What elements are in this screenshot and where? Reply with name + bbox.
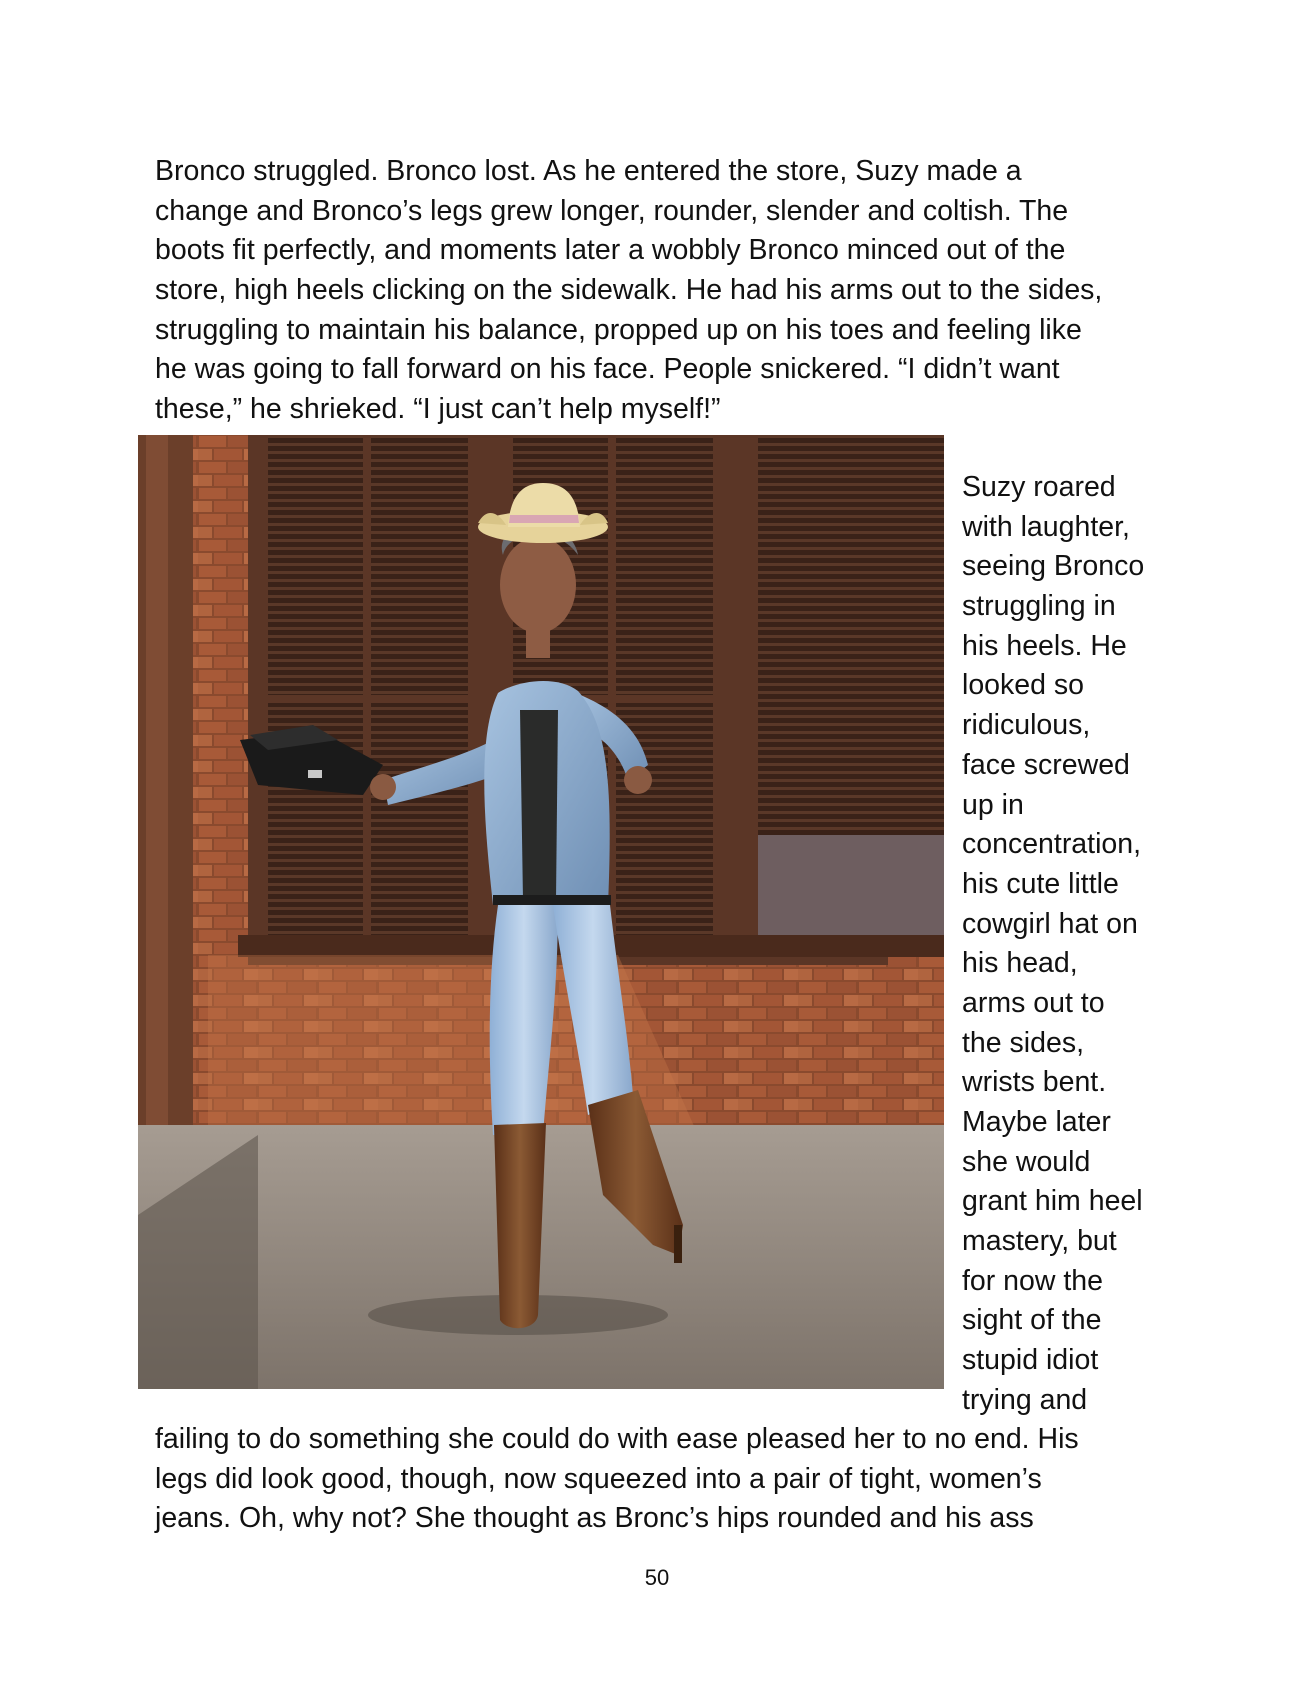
text-line: Suzy roared: [962, 471, 1116, 503]
text-line: jeans. Oh, why not? She thought as Bronc’s hips rounded and his ass: [155, 1502, 1034, 1535]
text-line: seeing Bronco: [962, 550, 1145, 583]
text-line: face screwed: [962, 748, 1130, 781]
text-line: arms out to: [962, 986, 1105, 1019]
text-line: sight of the: [962, 1304, 1102, 1337]
text-line: concentration,: [962, 828, 1142, 861]
text-line: trying and: [962, 1383, 1088, 1416]
text-line: the sides,: [962, 1026, 1084, 1059]
text-line: he was going to fall forward on his face. People snickered. “I didn’t want: [155, 353, 1060, 386]
page-number: 50: [644, 1565, 670, 1590]
text-line: change and Bronco’s legs grew longer, rounder, slender and coltish. The: [155, 194, 1069, 227]
text-line: mastery, but: [962, 1225, 1117, 1258]
text-line: ridiculous,: [962, 709, 1091, 742]
text-line: his cute little: [962, 867, 1119, 900]
text-line: cowgirl hat on: [962, 907, 1138, 940]
text-line: store, high heels clicking on the sidewalk. He had his arms out to the sides,: [155, 274, 1103, 307]
text-line: his heels. He: [962, 629, 1127, 662]
top-paragraph: [155, 152, 1102, 430]
illustration-svg: [138, 435, 944, 1389]
text-line: legs did look good, though, now squeezed into a pair of tight, women’s: [155, 1462, 1042, 1495]
text-line: with laughter,: [962, 510, 1130, 543]
text-line: boots fit perfectly, and moments later a wobbly Bronco minced out of the: [155, 234, 1066, 267]
bottom-paragraph: [155, 1420, 1079, 1539]
text-line: for now the: [962, 1264, 1103, 1297]
text-line: struggling to maintain his balance, propped up on his toes and feeling like: [155, 313, 1082, 346]
text-line: grant him heel: [962, 1185, 1143, 1218]
text-line: Bronco struggled. Bronco lost. As he entered the store, Suzy made a: [155, 155, 1022, 187]
side-paragraph: [962, 468, 1144, 1421]
text-line: his head,: [962, 947, 1078, 980]
text-line: Maybe later: [962, 1106, 1111, 1138]
text-line: up in: [962, 788, 1024, 821]
text-line: she would: [962, 1145, 1091, 1178]
text-line: looked so: [962, 669, 1085, 702]
text-line: these,” he shrieked. “I just can’t help myself!”: [155, 393, 721, 426]
illustration-cowgirl-on-sidewalk: [138, 435, 944, 1389]
text-line: stupid idiot: [962, 1344, 1099, 1377]
text-line: struggling in: [962, 590, 1116, 623]
text-line: failing to do something she could do with ease pleased her to no end. His: [155, 1423, 1079, 1455]
text-line: wrists bent.: [962, 1066, 1107, 1099]
